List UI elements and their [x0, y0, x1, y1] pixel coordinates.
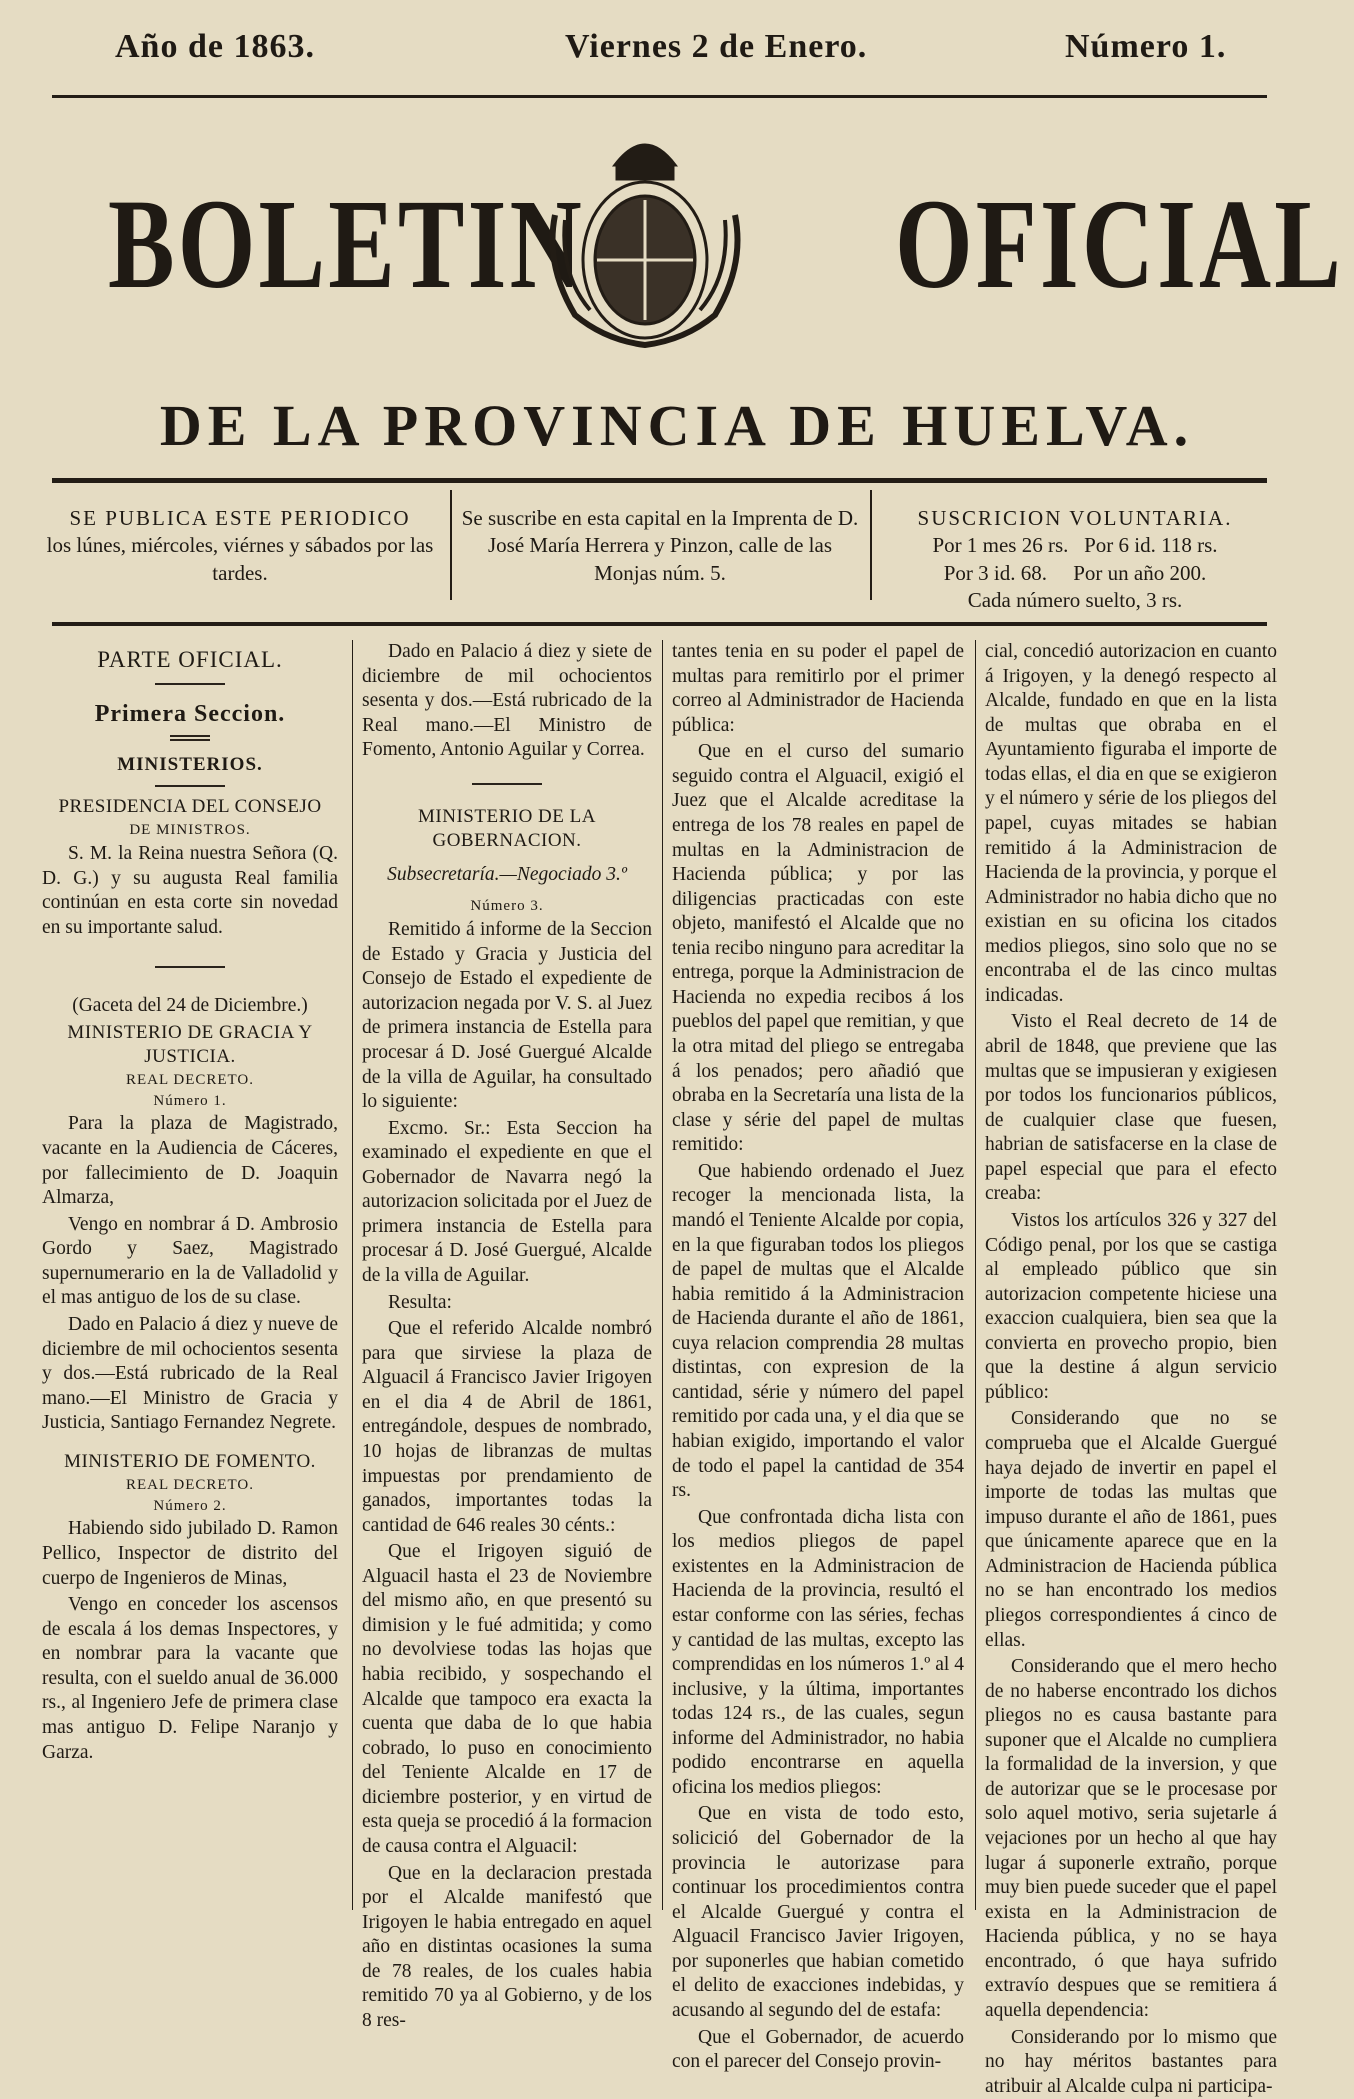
- coat-of-arms-icon: [535, 125, 755, 350]
- paragraph: Considerando por lo mismo que no hay méritos bastantes para atribuir al Alcalde culpa ni participa-: [985, 2026, 1277, 2099]
- presidencia-heading: PRESIDENCIA DEL CONSEJO: [42, 795, 338, 819]
- divider: [170, 735, 210, 741]
- masthead-subtitle: DE LA PROVINCIA DE HUELVA.: [0, 392, 1354, 459]
- divider: [155, 683, 225, 685]
- info-divider-1: [450, 490, 452, 600]
- paragraph: S. M. la Reina nuestra Señora (Q. D. G.) y su augusta Real familia continúan en esta corte sin novedad en su importante salud.: [42, 842, 338, 940]
- divider: [155, 785, 225, 787]
- paragraph: Habiendo sido jubilado D. Ramon Pellico, Inspector de distrito del cuerpo de Ingenieros de Minas,: [42, 1517, 338, 1591]
- paragraph: Que el referido Alcalde nombró para que sirviese la plaza de Alguacil á Francisco Javier Irigoyen en el dia 4 de Abril de 1861, entregándole, despues de nombrado, 10 hojas de libranzas de multas impuestas por prendamiento de ganados, importantes todas la cantidad de 646 reales 30 cénts.:: [362, 1317, 652, 1538]
- real-decreto-heading: REAL DECRETO.: [42, 1071, 338, 1090]
- paragraph: Vengo en conceder los ascensos de escala á los demas Inspectores, y en nombrar para la vacante que resulta, con el sueldo anual de 36.000 rs., al Ingeniero Jefe de primera clase mas antiguo D. Felipe Naranjo y Garza.: [42, 1593, 338, 1765]
- subscription-place: [455, 505, 865, 615]
- price-year: Por un año 200.: [1073, 561, 1206, 585]
- column-2: [362, 640, 652, 1915]
- real-decreto-heading-2: REAL DECRETO.: [42, 1476, 338, 1495]
- paragraph: Excmo. Sr.: Esta Seccion ha examinado el expediente en que el Gobernador de Navarra negó la autorizacion solicitada por el Juez de primera instancia de Estella para procesar á D. José Guergué, Alcalde de la villa de Aguilar.: [362, 1117, 652, 1289]
- masthead: [0, 120, 1354, 360]
- gaceta-note: (Gaceta del 24 de Diciembre.): [42, 994, 338, 1019]
- divider: [472, 783, 542, 785]
- issue-year: Año de 1863.: [115, 28, 315, 66]
- price-3-months: Por 3 id. 68.: [944, 561, 1047, 585]
- top-rule: [52, 95, 1267, 98]
- masthead-word-right: OFICIAL: [895, 180, 1344, 308]
- prices-title: SUSCRICION VOLUNTARIA.: [875, 505, 1275, 532]
- primera-seccion-heading: Primera Seccion.: [42, 699, 338, 729]
- column-4: [985, 640, 1277, 1915]
- column-divider-3: [975, 640, 976, 1910]
- paragraph: Dado en Palacio á diez y siete de diciembre de mil ochocientos sesenta y dos.—Está rubricado de la Real mano.—El Ministro de Fomento, Antonio Aguilar y Correa.: [362, 640, 652, 763]
- publication-info: [40, 505, 440, 615]
- price-1-month: Por 1 mes 26 rs.: [932, 533, 1068, 557]
- paragraph: Para la plaza de Magistrado, vacante en la Audiencia de Cáceres, por fallecimiento de D. Joaquin Almarza,: [42, 1112, 338, 1210]
- numero-3-heading: Número 3.: [362, 897, 652, 916]
- paragraph: Considerando que no se comprueba que el Alcalde Guergué haya dejado de invertir en papel el importe de todas las multas que impuso durante el año de 1861, pues que únicamente aparece que en la Administracion de Hacienda pública no se han encontrado los medios pliegos correspondientes á cinco de ellas.: [985, 1407, 1277, 1653]
- paragraph: Que el Irigoyen siguió de Alguacil hasta el 23 de Noviembre del mismo año, en que presentó su dimision y le fué admitida; y como no devolviese todas las hojas que habia recibido, y sospechando el Alcalde que tampoco era exacta la cuenta que daba de lo que habia cobrado, lo puso en conocimiento del Teniente Alcalde en 17 de diciembre posterior, y en virtud de esta queja se procedió á la formacion de causa contra el Alguacil:: [362, 1540, 652, 1859]
- info-divider-2: [870, 490, 872, 600]
- subscription-place-text: Se suscribe en esta capital en la Imprenta de D. José María Herrera y Pinzon, calle de las Monjas núm. 5.: [455, 505, 865, 587]
- gracia-justicia-heading: MINISTERIO DE GRACIA Y JUSTICIA.: [42, 1021, 338, 1069]
- divider: [155, 966, 225, 968]
- column-divider-2: [662, 640, 663, 1910]
- numero-2-heading: Número 2.: [42, 1497, 338, 1516]
- presidencia-subheading: DE MINISTROS.: [42, 821, 338, 840]
- publication-days: los lúnes, miércoles, viérnes y sábados por las tardes.: [40, 532, 440, 587]
- parte-oficial-heading: PARTE OFICIAL.: [42, 646, 338, 675]
- column-3: [672, 640, 964, 1915]
- prices-row-2: [875, 560, 1275, 587]
- prices-row-1: [875, 532, 1275, 559]
- publication-title: SE PUBLICA ESTE PERIODICO: [40, 505, 440, 532]
- paragraph: tantes tenia en su poder el papel de multas para remitirlo por el primer correo al Administrador de Hacienda pública:: [672, 640, 964, 738]
- issue-date: Viernes 2 de Enero.: [565, 28, 867, 66]
- numero-1-heading: Número 1.: [42, 1092, 338, 1111]
- paragraph: Remitido á informe de la Seccion de Estado y Gracia y Justicia del Consejo de Estado el expediente de autorizacion negada por V. S. al Juez de primera instancia de Estella para procesar á D. José Guergué Alcalde de la villa de Aguilar, ha consultado lo siguiente:: [362, 918, 652, 1115]
- paragraph: Visto el Real decreto de 14 de abril de 1848, que previene que las multas que se impusieran y exigiesen por todos los funcionarios públicos, de cualquier clase que fuesen, habrian de satisfacerse en la clase de papel especial que para el efecto creaba:: [985, 1010, 1277, 1207]
- paragraph: Dado en Palacio á diez y nueve de diciembre de mil ochocientos sesenta y dos.—Está rubricado de la Real mano.—El Ministro de Gracia y Justicia, Santiago Fernandez Negrete.: [42, 1313, 338, 1436]
- subscription-prices: [875, 505, 1275, 615]
- info-bottom-rule: [52, 622, 1267, 626]
- column-divider-1: [352, 640, 353, 1910]
- info-top-rule: [52, 478, 1267, 483]
- gobernacion-heading: MINISTERIO DE LA GOBERNACION.: [362, 805, 652, 853]
- paragraph: Resulta:: [362, 1291, 652, 1316]
- subsecretaria-heading: Subsecretaría.—Negociado 3.º: [362, 863, 652, 888]
- paragraph: Considerando que el mero hecho de no haberse encontrado los dichos pliegos no es causa bastante para suponer que el Alcalde no cumpliera la formalidad de la inversion, y que de autorizar que se le procesase por solo aquel motivo, seria sujetarle á vejaciones por un hecho al que hay lugar á suponerle extraño, porque muy bien puede suceder que el papel exista en la Administracion de Hacienda pública, y no se haya encontrado, ó que haya sufrido extravío despues que se remitiera á aquella dependencia:: [985, 1655, 1277, 2023]
- paragraph: Vistos los artículos 326 y 327 del Código penal, por los que se castiga al empleado público que sin autorizacion competente hiciese una exaccion cualquiera, bien sea que la convierta en provecho propio, bien que la destine á algun servicio público:: [985, 1209, 1277, 1406]
- paragraph: Que el Gobernador, de acuerdo con el parecer del Consejo provin-: [672, 2026, 964, 2075]
- price-single-issue: Cada número suelto, 3 rs.: [875, 587, 1275, 614]
- issue-number: Número 1.: [1065, 28, 1226, 66]
- masthead-word-left: BOLETIN: [108, 180, 585, 308]
- price-6-months: Por 6 id. 118 rs.: [1084, 533, 1217, 557]
- fomento-heading: MINISTERIO DE FOMENTO.: [42, 1450, 338, 1474]
- paragraph: Que habiendo ordenado el Juez recoger la mencionada lista, la mandó el Teniente Alcalde por copia, en la que figuraban todos los pliegos de papel de multas que el Alcalde habia remitido á la Administracion de Hacienda durante el año de 1861, cuya relacion comprendia 28 multas distintas, con expresion de la cantidad, série y número del papel remitido por cada una, y el dia que se habian exigido, importando el valor de todo el papel la cantidad de 354 rs.: [672, 1160, 964, 1504]
- paragraph: cial, concedió autorizacion en cuanto á Irigoyen, y la denegó respecto al Alcalde, fundado en que en la lista de multas que obraba en el Ayuntamiento figuraba el importe de todas ellas, el dia en que se exigieron y el número y série de los pliegos del papel, cuyas mitades se habian remitido á la Administracion de Hacienda de la provincia, y porque el Administrador no habia dicho que no existian en su oficina los citados medios pliegos, sino solo que no se encontraba el de las cinco multas indicadas.: [985, 640, 1277, 1008]
- column-1: [42, 640, 338, 1915]
- paragraph: Que en vista de todo esto, solicició del Gobernador de la provincia le autorizase para continuar los procedimientos contra el Alcalde Guergué y contra el Alguacil Francisco Javier Irigoyen, por suponerles que habian cometido el delito de exacciones indebidas, y acusando al segundo del de estafa:: [672, 1802, 964, 2023]
- paragraph: Vengo en nombrar á D. Ambrosio Gordo y Saez, Magistrado supernumerario en la de Valladolid y el mas antiguo de los de su clase.: [42, 1213, 338, 1311]
- paragraph: Que confrontada dicha lista con los medios pliegos de papel existentes en la Administracion de Hacienda de la provincia, resultó el estar conforme con las séries, fechas y cantidad de las multas, excepto las comprendidas en los números 1.º al 4 inclusive, y la última, importantes todas 124 rs., de las cuales, segun informe del Administrador, no habia podido encontrarse en aquella oficina los medios pliegos:: [672, 1506, 964, 1801]
- paragraph: Que en el curso del sumario seguido contra el Alguacil, exigió el Juez que el Alcalde acreditase la entrega de los 78 reales en papel de multas en la Administracion de Hacienda pública; y por las diligencias practicadas con este objeto, manifestó el Alcalde que no tenia recibo ninguno para acreditar la entrega, porque la Administracion de Hacienda no expedia recibos á los pueblos del papel que remitian, y que la otra mitad del pliego se entregaba á los penados; pero añadió que obraba en la Secretaría una lista de la clase y série del papel de multas remitido:: [672, 740, 964, 1158]
- top-line: [0, 28, 1354, 68]
- ministerios-heading: MINISTERIOS.: [42, 753, 338, 777]
- paragraph: Que en la declaracion prestada por el Alcalde manifestó que Irigoyen le habia entregado en aquel año en distintas ocasiones la suma de 78 reales, de los cuales habia remitido 70 ya al Gobierno, y de los 8 res-: [362, 1862, 652, 2034]
